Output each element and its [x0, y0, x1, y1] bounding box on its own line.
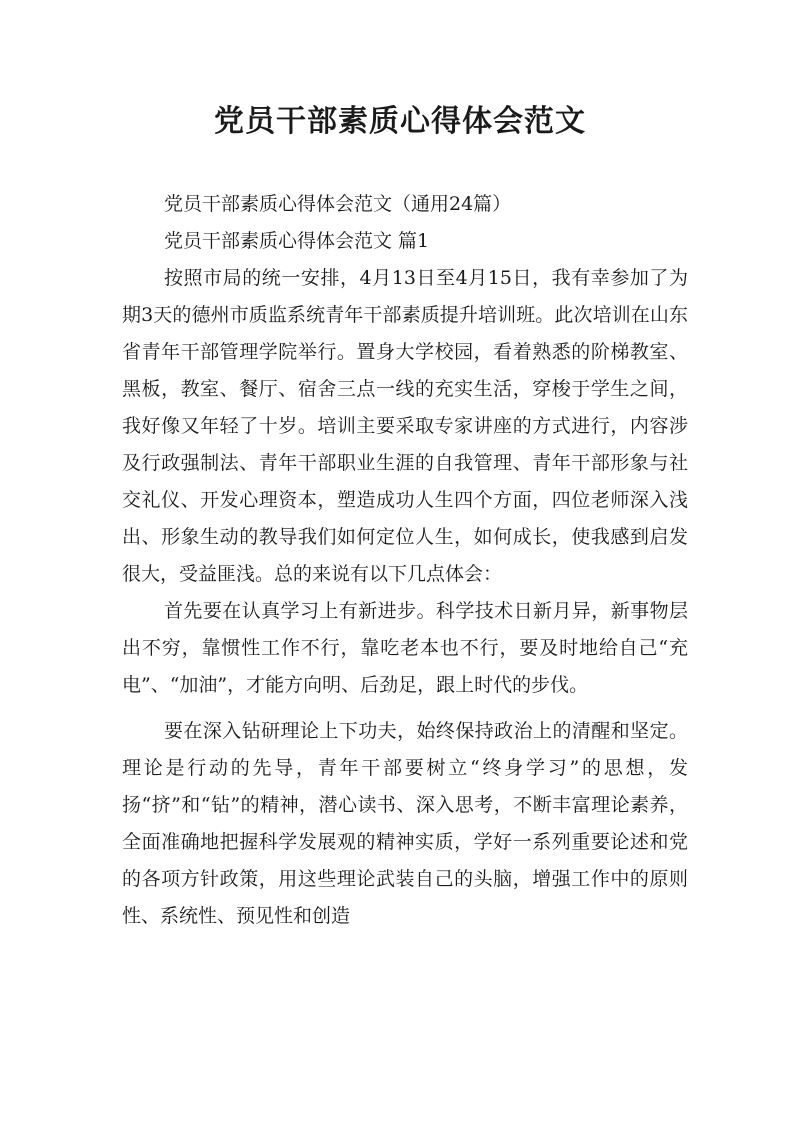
document-title: 党员干部素质心得体会范文 [214, 104, 586, 139]
paragraph: 要在深入钻研理论上下功夫，始终保持政治上的清醒和坚定。理论是行动的先导，青年干部要树立“终身学习”的思想，发扬“挤”和“钻”的精神，潜心读书、深入思考，不断丰富理论素养，全面准确地把握科学发展观的精神实质，学好一系列重要论述和党的各项方针政策，用这些理论武装自己的头脑，增强工作中的原则性、系统性、预见性和创造 [122, 720, 688, 927]
document-subtitle: 党员干部素质心得体会范文（通用24篇） [164, 193, 512, 215]
paragraph: 按照市局的统一安排，4月13日至4月15日，我有幸参加了为期3天的德州市质监系统青年干部素质提升培训班。此次培训在山东省青年干部管理学院举行。置身大学校园，看着熟悉的阶梯教室、黑板，教室、餐厅、宿舍三点一线的充实生活，穿梭于学生之间，我好像又年轻了十岁。培训主要采取专家讲座的方式进行，内容涉及行政强制法、青年干部职业生涯的自我管理、青年干部形象与社交礼仪、开发心理资本，塑造成功人生四个方面，四位老师深入浅出、形象生动的教导我们如何定位人生，如何成长，使我感到启发很大，受益匪浅。总的来说有以下几点体会： [122, 267, 688, 585]
document-body [122, 186, 688, 935]
section-heading: 党员干部素质心得体会范文 篇1 [164, 230, 430, 252]
paragraph: 首先要在认真学习上有新进步。科学技术日新月异，新事物层出不穷，靠惯性工作不行，靠吃老本也不行，要及时地给自己“充电”、“加油”，才能方向明、后劲足，跟上时代的步伐。 [122, 600, 688, 696]
